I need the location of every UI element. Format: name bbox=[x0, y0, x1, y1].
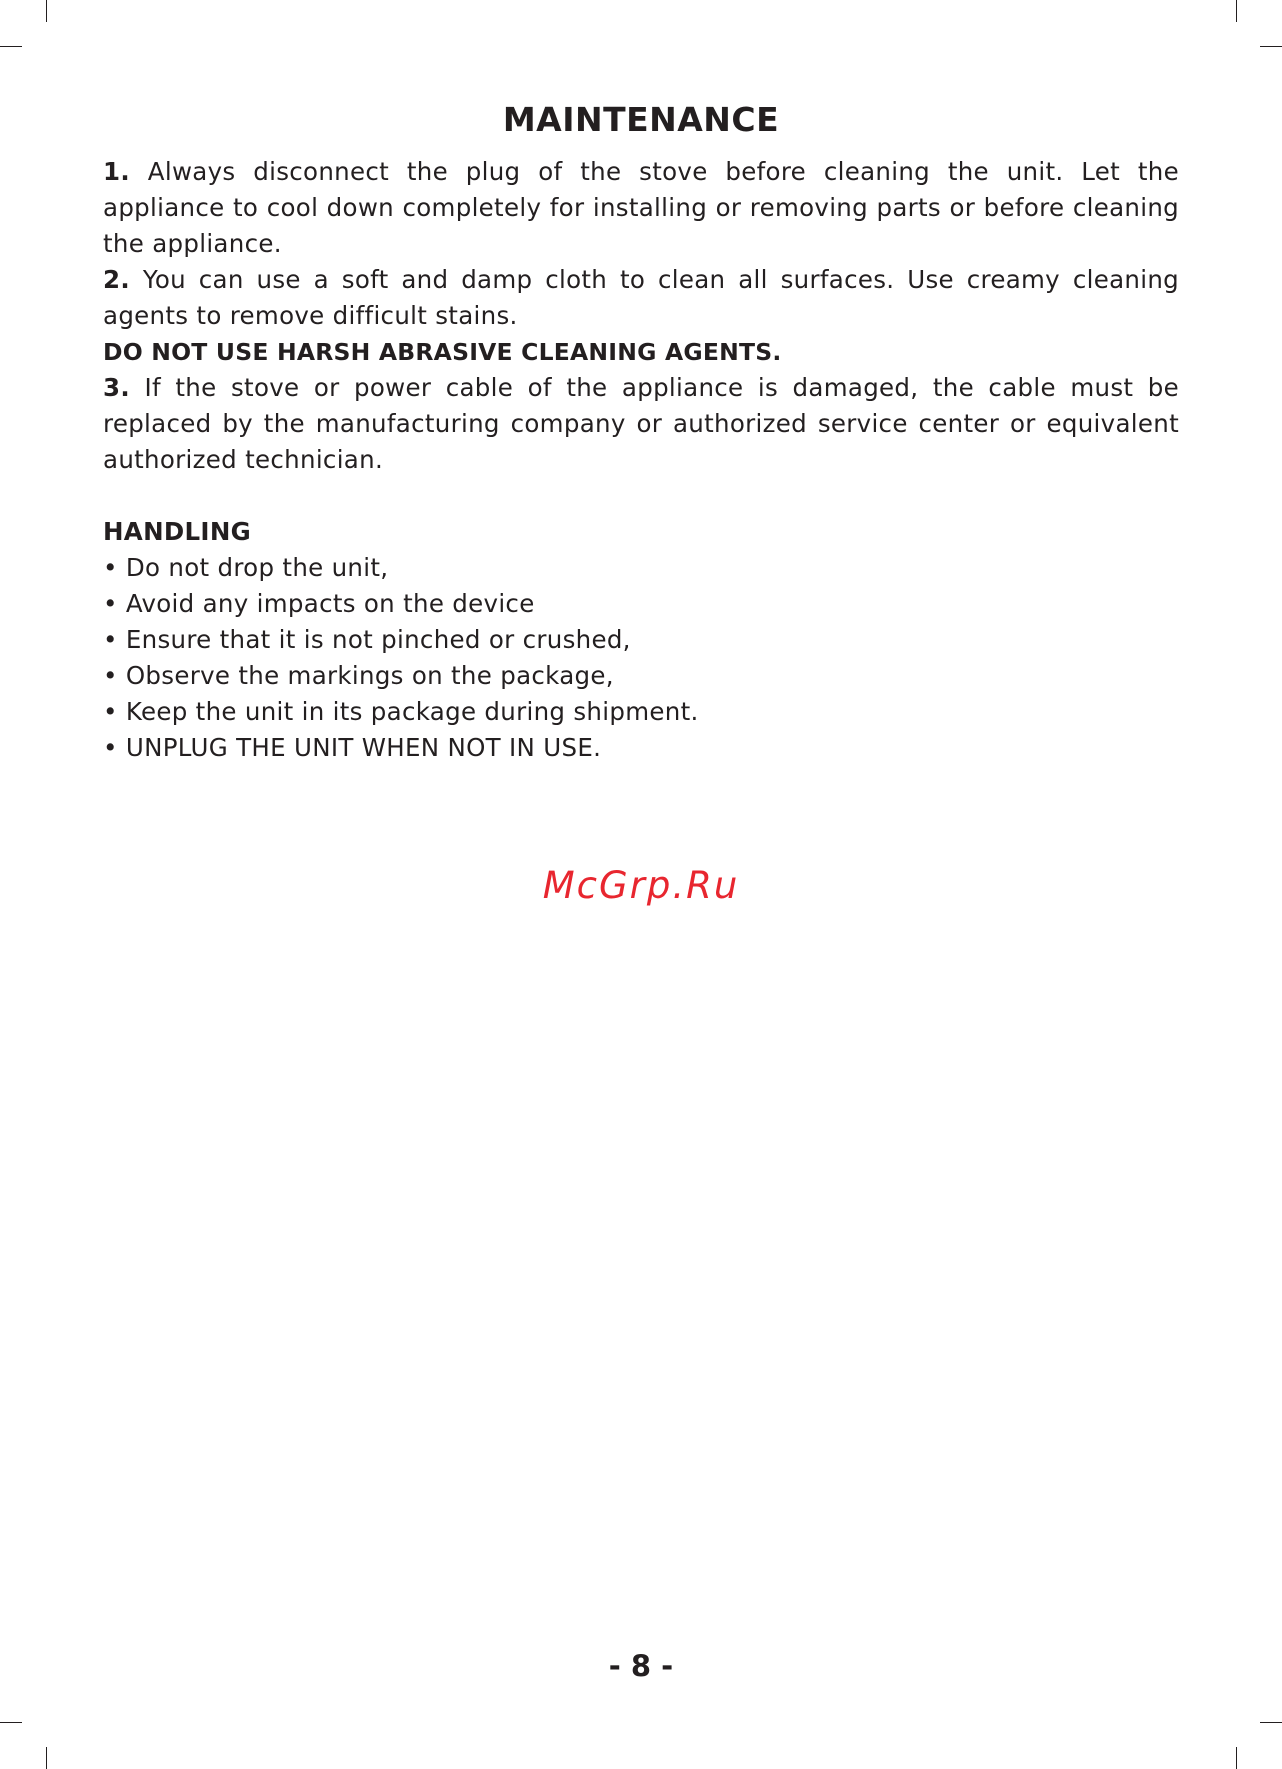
list-item: • Do not drop the unit, bbox=[103, 553, 389, 582]
item-number: 3. bbox=[103, 373, 130, 402]
crop-mark bbox=[46, 1747, 47, 1769]
item-text: If the stove or power cable of the appliance is damaged, the cable must be replaced by the manufacturing company or authorized service center or equivalent authorized technician. bbox=[103, 373, 1179, 474]
list-item: • UNPLUG THE UNIT WHEN NOT IN USE. bbox=[103, 733, 602, 762]
watermark: McGrp.Ru bbox=[542, 864, 740, 907]
list-item: • Ensure that it is not pinched or crushed, bbox=[103, 625, 631, 654]
list-item: • Avoid any impacts on the device bbox=[103, 589, 535, 618]
item-text: Always disconnect the plug of the stove before cleaning the unit. Let the appliance to cool down completely for installing or removing parts or before cleaning the appliance. bbox=[103, 157, 1179, 258]
page-number: - 8 - bbox=[608, 1649, 674, 1683]
list-item: • Observe the markings on the package, bbox=[103, 661, 614, 690]
page-title: MAINTENANCE bbox=[502, 100, 780, 139]
crop-mark bbox=[1236, 0, 1237, 22]
crop-mark bbox=[1236, 1747, 1237, 1769]
crop-mark bbox=[0, 1722, 22, 1723]
page-content bbox=[103, 154, 1179, 766]
item-number: 2. bbox=[103, 265, 130, 294]
handling-heading: HANDLING bbox=[103, 517, 252, 546]
section-spacer bbox=[103, 478, 1179, 514]
crop-mark bbox=[1260, 46, 1282, 47]
warning-text: DO NOT USE HARSH ABRASIVE CLEANING AGENTS. bbox=[103, 338, 782, 366]
list-item: • Keep the unit in its package during shipment. bbox=[103, 697, 699, 726]
crop-mark bbox=[46, 0, 47, 22]
item-number: 1. bbox=[103, 157, 130, 186]
maintenance-item-2 bbox=[103, 262, 1179, 334]
crop-mark bbox=[1260, 1722, 1282, 1723]
maintenance-item-3 bbox=[103, 370, 1179, 478]
maintenance-item-1 bbox=[103, 154, 1179, 262]
handling-list bbox=[103, 550, 1179, 766]
item-text: You can use a soft and damp cloth to clean all surfaces. Use creamy cleaning agents to remove difficult stains. bbox=[103, 265, 1179, 330]
crop-mark bbox=[0, 46, 22, 47]
